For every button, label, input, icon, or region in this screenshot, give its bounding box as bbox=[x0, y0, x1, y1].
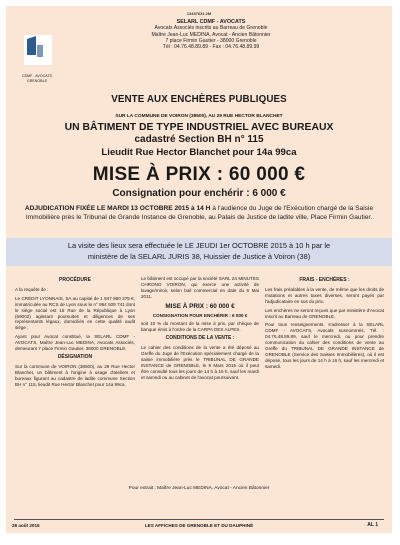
visit-band bbox=[6, 238, 392, 266]
footer-page bbox=[367, 522, 378, 528]
footer-divider bbox=[14, 519, 384, 520]
adjudication-date: ADJUDICATION FIXÉE LE MARDI 13 OCTOBRE 2015 à 14 H bbox=[24, 205, 211, 212]
procedure-creditor: Le CRÉDIT LYONNAIS, SA au capital de 1 847 860 375 €, immatriculée au RCS de Lyon sous le n° 954 509 741 dont le siège social est 18 Rue de la République à Lyon (69002) agissant poursuites et diligences de ses représentants légaux, domiciliés en cette qualité audit siège ; bbox=[15, 295, 135, 331]
lot-lieudit: Lieudit Rue Hector Blanchet pour 14a 99ca bbox=[101, 147, 297, 158]
price-recap: MISE À PRIX : 60 000 € bbox=[165, 302, 235, 310]
logo-mark-icon bbox=[20, 31, 56, 73]
starting-price: MISE À PRIX : 60 000 € bbox=[92, 164, 306, 185]
firm-line-3: 7 place Firmin Gautier - 38000 Grenoble bbox=[165, 37, 257, 44]
occupancy-text: Le bâtiment est occupé par la société SARL 24 MINUTES CHRONO VOIRON, qui exerce une activité de lavage/miroir, selon bail commercial en date du 6 Mai 2011. bbox=[141, 276, 259, 299]
firm-logo bbox=[20, 31, 56, 73]
firm-block bbox=[76, 19, 346, 50]
visit-line-2: ministère de la SELARL JURIS 38, Huissier de Justice à Voiron (38) bbox=[87, 251, 311, 261]
heading-procedure: PROCÉDURE bbox=[59, 277, 91, 283]
footer-publication: LES AFFICHES DE GRENOBLE ET DU DAUPHINÉ bbox=[144, 523, 254, 528]
firm-line-4: Tél : 04.76.48.89.89 - Fax : 04.76.48.89.99 bbox=[162, 44, 260, 51]
logo-caption-name: CDMF - AVOCATS bbox=[21, 74, 52, 78]
heading-conditions: CONDITIONS DE LA VENTE : bbox=[165, 335, 235, 342]
signature-line: Pour extrait : Maître Jean-Luc MEDINA, Avocat - Ancien Bâtonnier bbox=[128, 486, 270, 491]
procedure-lawyer: Ayant pour Avocat constitué, la SELARL CDMF - AVOCATS, Maître Jean-Luc MEDINA, Avocats Associés, demeurant 7 place Firmin Gautier, 38000 GRENOBLE. bbox=[15, 334, 135, 352]
firm-name: SELARL CDMF - AVOCATS bbox=[176, 19, 246, 25]
reference-number: 13437631.2M bbox=[186, 11, 212, 16]
commune-line: SUR LA COMMUNE DE VOIRON (38500), AU 29 RUE HECTOR BLANCHET bbox=[115, 114, 283, 119]
notice-title: VENTE AUX ENCHÈRES PUBLIQUES bbox=[111, 94, 287, 105]
column-conditions bbox=[141, 276, 259, 384]
contact-text: Pour tous renseignements, s'adresser à la SELARL CDMF - AVOCATS, Avocats susnommés, Tél. : 04.76.48.89.89, sauf le mercredi, ou pour prendre communication du cahier des conditions de vente au Greffe du TRIBUNAL DE GRANDE INSTANCE de GRENOBLE (Service des Saisies Immobilières), où il est déposé, tous les jours de 14 h à 16 h, sauf les mercredi et samedi. bbox=[265, 322, 384, 369]
bids-text: Les enchères ne seront reçues que par ministère d'Avocat inscrit au Barreau de GRENOBLE. bbox=[265, 307, 384, 319]
fees-text: Les frais préalables à la vente, de même que les droits de mutations et autres taxes diverses, seront payés par l'adjudicataire en sus du prix. bbox=[265, 286, 384, 304]
heading-designation: DÉSIGNATION bbox=[57, 353, 93, 360]
procedure-intro: A la requête de : bbox=[15, 286, 49, 292]
lot-description: UN BÂTIMENT DE TYPE INDUSTRIEL AVEC BUREAUX bbox=[64, 122, 334, 133]
designation-text: Sur la commune de VOIRON (38500), au 29 Rue Hector Blanchet, un bâtiment à l'origine à usage d'ateliers et bureaux figurant au cadastre de ladite commune Section BH n° 115, lieudit Rue Hector Blanchet pour 14a 99ca. bbox=[15, 363, 135, 387]
page-prefix: AL bbox=[367, 522, 374, 528]
logo-caption bbox=[12, 74, 62, 83]
firm-line-2: Maître Jean-Luc MEDINA, Avocat - Ancien Bâtonnier bbox=[151, 31, 271, 38]
conditions-text: Le cahier des conditions de la vente a été déposé au Greffe du Juge de l'Exécution spécialement chargé de la saisie immobilière près le TRIBUNAL DE GRANDE INSTANCE de GRENOBLE, le 9 Mars 2015 où il peut être consulté tous les jours de 14 h à 16 h, sauf les mardi et samedi ou au cabinet de l'avocat poursuivant. bbox=[141, 345, 259, 380]
deposit-text: soit 10 % du montant de la mise à prix, par chèque de banque émis à l'ordre de la CARPA DES ALPES. bbox=[141, 321, 259, 333]
visit-line-1: La visite des lieux sera effectuée le LE JEUDI 1er OCTOBRE 2015 à 10 h par le bbox=[67, 241, 331, 250]
column-fees bbox=[265, 276, 384, 373]
page-number: 1 bbox=[375, 522, 378, 528]
adjudication-paragraph bbox=[12, 205, 386, 222]
column-procedure bbox=[15, 276, 135, 391]
heading-fees: FRAIS - ENCHÈRES : bbox=[299, 277, 350, 283]
deposit-line: Consignation pour enchérir : 6 000 € bbox=[112, 188, 286, 199]
footer-date: 28 août 2015 bbox=[12, 523, 40, 528]
legal-notice-sheet bbox=[6, 6, 392, 533]
firm-line-1: Avocats Associés inscrits au Barreau de Grenoble bbox=[154, 25, 268, 32]
deposit-title: CONSIGNATION POUR ENCHÉRIR : 6 000 € bbox=[152, 312, 248, 318]
lot-cadastre: cadastré Section BH n° 115 bbox=[134, 134, 264, 145]
adjudication-text: à l'audience du Juge de l'Exécution chargé de la Saisie Immobilière près le Tribunal de Grande Instance de Grenoble, au Palais de Justice de ladite ville, Place Firmin Gautier. bbox=[25, 205, 374, 221]
logo-caption-city: GRENOBLE bbox=[27, 78, 47, 83]
